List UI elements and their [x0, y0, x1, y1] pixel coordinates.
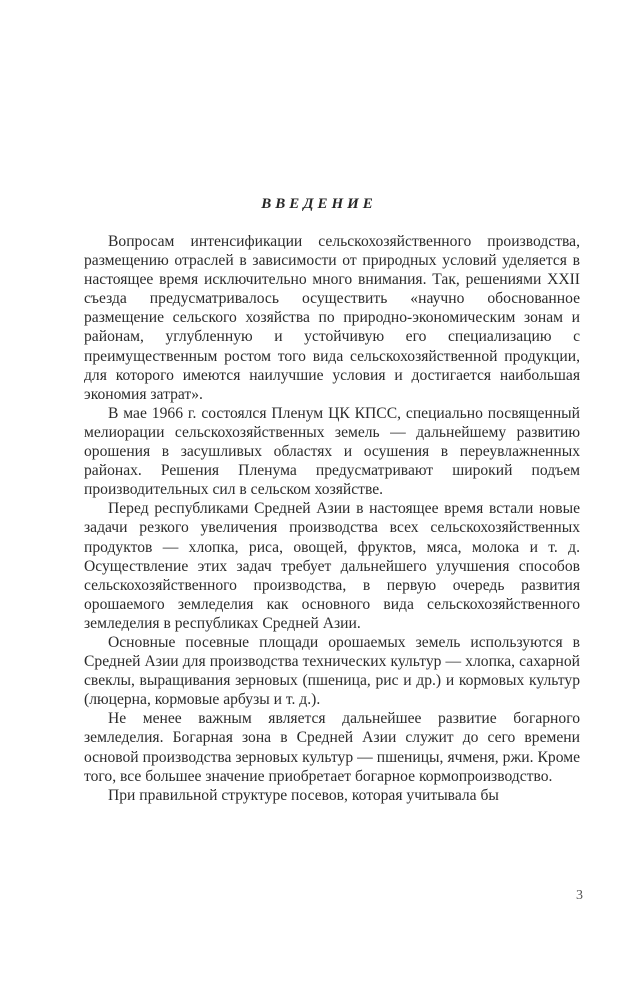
paragraph-5: Не менее важным является дальнейшее развитие богарного земледелия. Богарная зона в Средней Азии служит до сего времени основой производства зерновых культур — пшеницы, ячменя, ржи. Кроме того, все большее значение приобретает богарное кормопроизводство. — [84, 710, 580, 785]
paragraph-3: Перед республиками Средней Азии в настоящее время встали новые задачи резкого увеличения производства всех сельскохозяйственных продуктов — хлопка, риса, овощей, фруктов, мяса, молока и т. д. Осуществление этих задач требует дальнейшего улучшения способов сельскохозяйственного производства, в первую очередь развития орошаемого земледелия как основного вида сельскохозяйственного земледелия в республиках Средней Азии. — [84, 500, 580, 632]
page-number: 3 — [576, 888, 583, 903]
paragraph-2: В мае 1966 г. состоялся Пленум ЦК КПСС, специально посвященный мелиорации сельскохозяйственных земель — дальнейшему развитию орошения в засушливых областях и осушения в переувлажненных районах. Решения Пленума предусматривают широкий подъем производительных сил в сельском хозяйстве. — [84, 404, 580, 499]
paragraph-6: При правильной структуре посевов, которая учитывала бы — [108, 786, 499, 804]
body-text — [84, 232, 580, 805]
paragraph-1: Вопросам интенсификации сельскохозяйственного производства, размещению отраслей в зависимости от природных условий уделяется в настоящее время исключительно много внимания. Так, решениями XXII съезда предусматривалось осуществить «научно обоснованное размещение сельского хозяйства по природно-экономическим зонам и районам, углубленную и устойчивую его специализацию с преимущественным ростом того вида сельскохозяйственной продукции, для которого имеются наилучшие условия и достигается наибольшая экономия затрат». — [84, 233, 580, 403]
paragraph-4: Основные посевные площади орошаемых земель используются в Средней Азии для производства технических культур — хлопка, сахарной свеклы, выращивания зерновых (пшеница, рис и др.) и кормовых культур (люцерна, кормовые арбузы и т. д.). — [84, 633, 580, 709]
section-heading: ВВЕДЕНИЕ — [261, 196, 377, 212]
